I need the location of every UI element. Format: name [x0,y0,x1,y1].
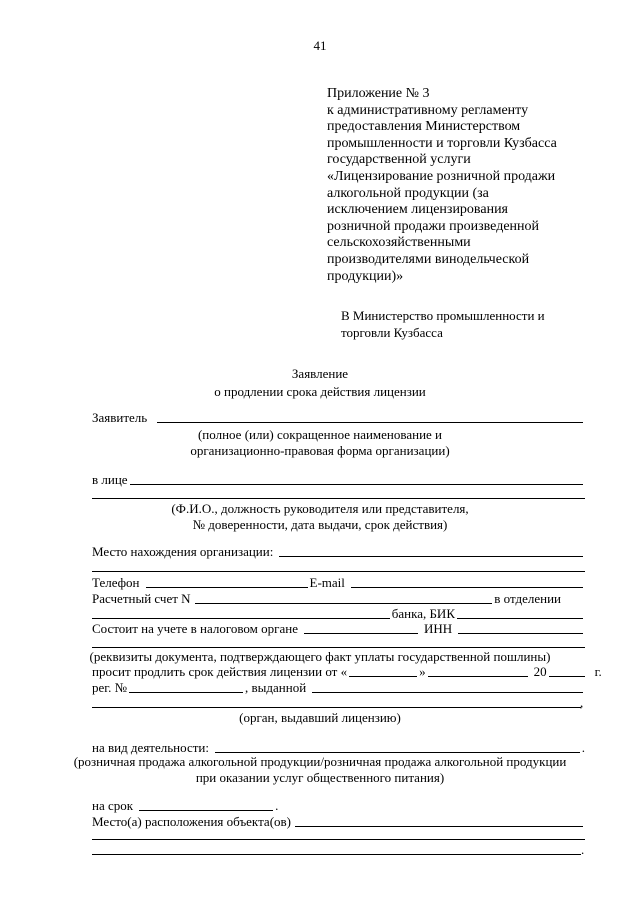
extend-day-field[interactable] [349,664,417,677]
payment-field[interactable] [92,647,585,648]
extend-month-field[interactable] [428,664,528,677]
appendix-line: сельскохозяйственными [327,235,471,251]
appendix-line: алкогольной продукции (за [327,185,489,201]
represented-caption [0,501,640,533]
applicant-caption [0,427,640,459]
payment-caption [0,649,640,665]
recipient-block [341,307,545,341]
appendix-line: предоставления Министерством [327,119,521,135]
applicant-field[interactable] [157,410,583,423]
activity-period: . [581,740,585,755]
objects-field[interactable] [295,814,583,827]
reg-number-field[interactable] [129,680,243,693]
activity-field[interactable] [215,740,580,753]
document-title [0,365,640,401]
term-label: на срок [92,798,134,813]
email-label: E-mail [309,575,345,590]
activity-row [92,740,585,755]
tax-row [92,621,585,636]
phone-label: Телефон [92,575,140,590]
represented-field[interactable] [130,472,583,485]
title-line: о продлении срока действия лицензии [214,384,426,399]
branch-label: в отделении [494,591,561,606]
caption-line: при оказании услуг общественного питания) [195,770,445,785]
recipient-line: В Министерство промышленности и [341,308,545,323]
tax-label: Состоит на учете в налоговом органе [92,621,298,636]
extend-quote: » [419,664,426,679]
extend-year-suffix: г. [594,664,602,679]
term-field[interactable] [139,798,273,811]
issuer-field-line2[interactable] [92,707,581,708]
inn-label: ИНН [423,621,453,636]
contact-row [92,575,585,590]
reg-label: рег. № [92,680,128,695]
appendix-line: продукции)» [327,268,404,284]
caption-line: № доверенности, дата выдачи, срок действия) [192,517,448,532]
account-row [92,591,585,606]
tax-office-field[interactable] [304,621,418,634]
represented-label: в лице [92,472,128,487]
extend-row [92,664,602,679]
location-row [92,544,585,559]
account-label: Расчетный счет N [92,591,191,606]
appendix-line: производителями винодельческой [327,251,530,267]
appendix-header [327,86,557,285]
caption-line: (Ф.И.О., должность руководителя или представителя, [171,501,469,516]
applicant-row [92,410,585,425]
caption-line: (реквизиты документа, подтверждающего факт уплаты государственной пошлины) [89,649,551,664]
branch-field[interactable] [92,606,390,619]
account-field[interactable] [195,591,493,604]
represented-field-line2[interactable] [92,498,585,499]
inn-field[interactable] [458,621,583,634]
term-row [92,798,585,813]
email-field[interactable] [351,575,583,588]
appendix-line: государственной услуги [327,152,471,168]
represented-row [92,472,585,487]
issued-label: , выданной [245,680,307,695]
issuer-caption [0,710,640,726]
bank-row [92,606,585,621]
extend-text: просит продлить срок действия лицензии от « [92,664,348,679]
issuer-field[interactable] [312,680,583,693]
page-number: 41 [313,38,327,53]
appendix-line: промышленности и торговли Кузбасса [327,135,557,151]
bik-field[interactable] [457,606,583,619]
phone-field[interactable] [146,575,308,588]
title-line: Заявление [291,366,349,381]
recipient-line: торговли Кузбасса [341,325,443,340]
caption-line: (розничная продажа алкогольной продукции/розничная продажа алкогольной продукции [73,754,567,769]
objects-label: Место(а) расположения объекта(ов) [92,814,291,829]
objects-period: . [581,842,585,857]
caption-line: (полное (или) сокращенное наименование и [197,427,443,442]
appendix-line: Приложение № 3 [327,86,430,101]
objects-field-line3[interactable] [92,854,581,855]
activity-label: на вид деятельности: [92,740,209,755]
applicant-label: Заявитель [92,410,148,425]
appendix-line: к административному регламенту [327,102,529,118]
location-field[interactable] [279,544,583,557]
extend-year-field[interactable] [549,664,585,677]
reg-row [92,680,585,695]
caption-line: (орган, выдавший лицензию) [239,710,401,725]
extend-year-prefix: 20 [533,664,547,679]
activity-caption [0,754,640,786]
bank-label: банка, БИК [391,606,455,621]
objects-field-line2[interactable] [92,839,585,840]
term-period: . [275,798,279,813]
location-field-line2[interactable] [92,571,585,572]
appendix-line: исключением лицензирования [327,202,508,218]
location-label: Место нахождения организации: [92,544,274,559]
comma: , [580,695,584,710]
objects-row [92,814,585,829]
caption-line: организационно-правовая форма организации) [190,443,450,458]
appendix-line: розничной продажи произведенной [327,218,540,234]
appendix-line: «Лицензирование розничной продажи [327,168,556,184]
